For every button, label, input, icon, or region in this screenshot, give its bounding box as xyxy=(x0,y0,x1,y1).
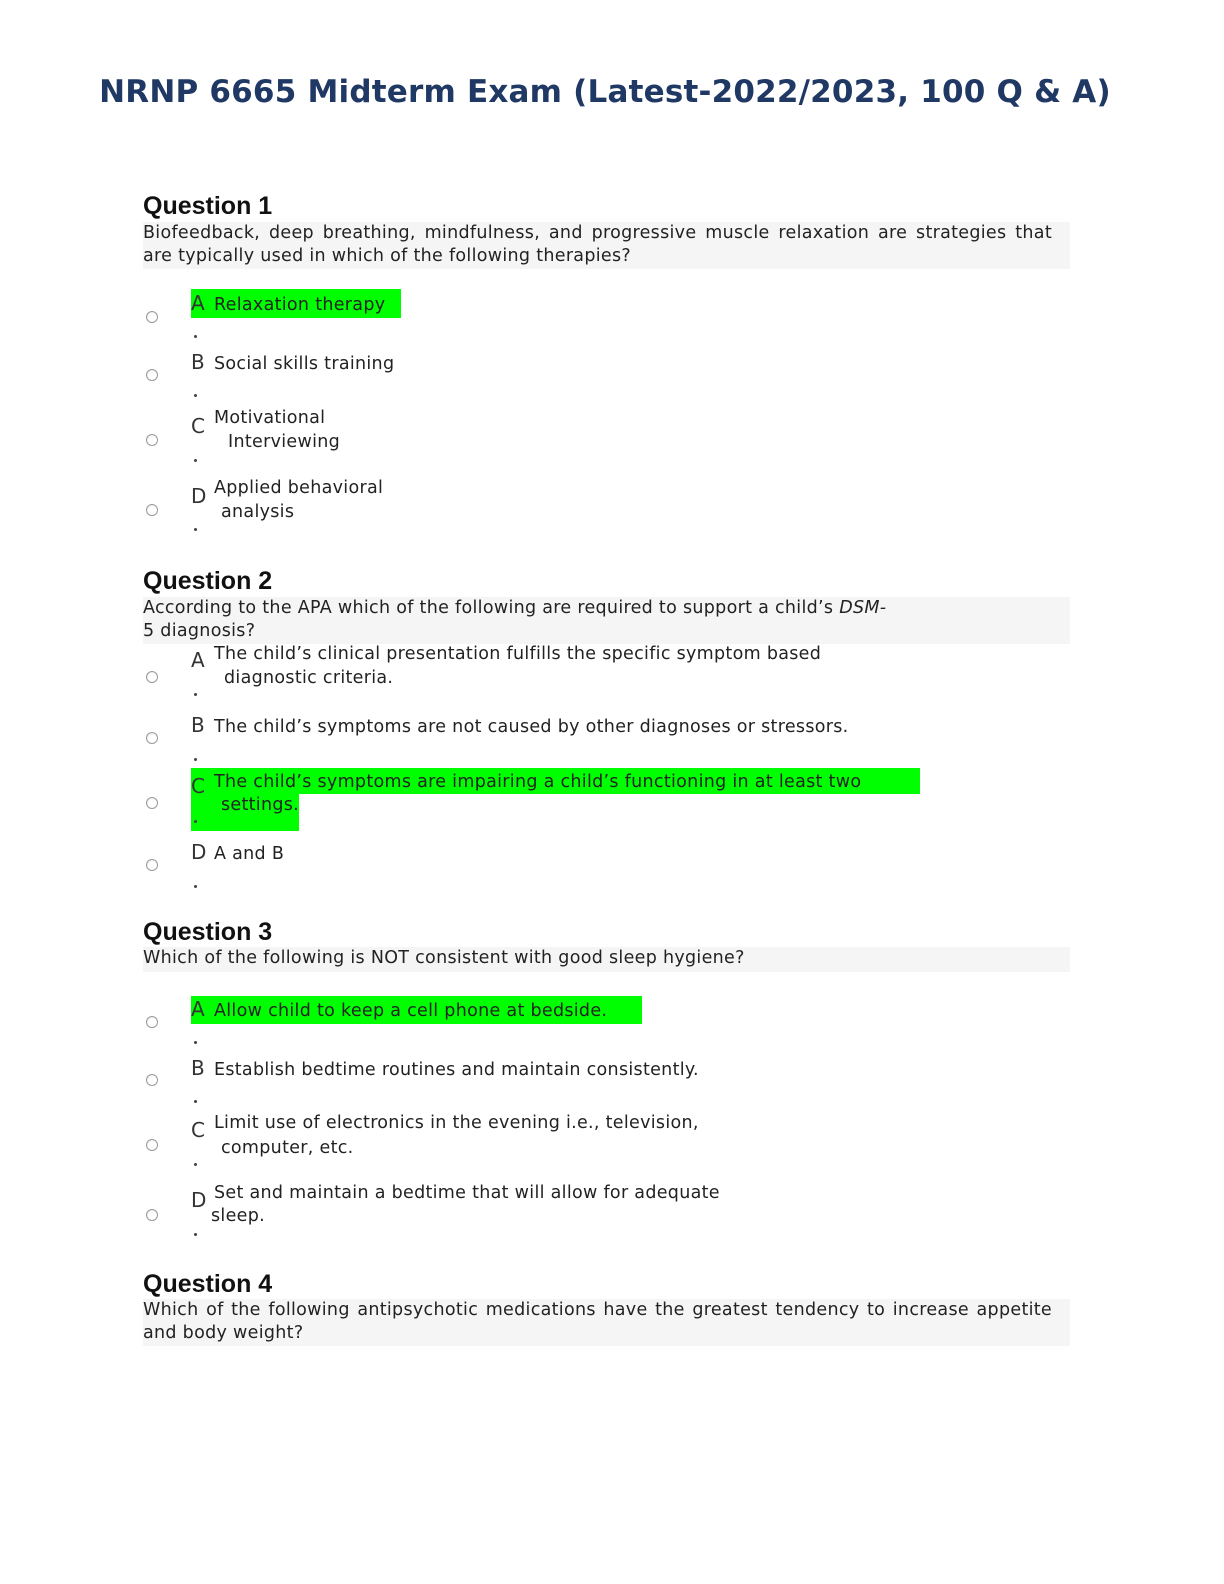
option-text-line2: settings. xyxy=(221,795,300,815)
question-2-text xyxy=(143,597,1070,644)
question-2-heading: Question 2 xyxy=(143,567,273,595)
option-text-line2: Interviewing xyxy=(228,432,341,452)
question-2-text-italic: DSM- xyxy=(839,598,887,618)
question-2-option-b-radio[interactable] xyxy=(146,732,158,744)
option-dot xyxy=(194,1233,197,1236)
option-letter: B xyxy=(191,1056,205,1080)
option-letter: C xyxy=(191,1118,205,1142)
option-dot xyxy=(194,693,197,696)
option-text-line2: sleep. xyxy=(211,1206,265,1226)
question-3-text: Which of the following is NOT consistent with good sleep hygiene? xyxy=(143,947,1070,972)
option-letter: A xyxy=(191,648,205,672)
option-letter: D xyxy=(191,1188,207,1212)
question-4-text: Which of the following antipsychotic medications have the greatest tendency to increase appetite and body weight? xyxy=(143,1299,1070,1346)
option-text-line2: analysis xyxy=(221,502,295,522)
option-dot xyxy=(194,394,197,397)
question-4-heading: Question 4 xyxy=(143,1270,273,1298)
question-3-option-c-radio[interactable] xyxy=(146,1139,158,1151)
option-text: Social skills training xyxy=(214,354,395,374)
question-3-option-a-radio[interactable] xyxy=(146,1016,158,1028)
option-letter: B xyxy=(191,350,205,374)
option-letter: A xyxy=(191,997,205,1021)
option-text: The child’s symptoms are not caused by other diagnoses or stressors. xyxy=(214,717,849,737)
question-1-option-b-radio[interactable] xyxy=(146,369,158,381)
option-letter: D xyxy=(191,484,207,508)
option-dot xyxy=(194,885,197,888)
option-text: Relaxation therapy xyxy=(214,295,386,315)
option-dot xyxy=(194,459,197,462)
question-1-option-d-radio[interactable] xyxy=(146,504,158,516)
question-2-option-d-radio[interactable] xyxy=(146,859,158,871)
option-text: Allow child to keep a cell phone at bedside. xyxy=(214,1001,608,1021)
option-dot xyxy=(194,1041,197,1044)
question-1-text: Biofeedback, deep breathing, mindfulness, and progressive muscle relaxation are strategies that are typically used in which of the following therapies? xyxy=(143,222,1070,269)
option-letter: C xyxy=(191,774,205,798)
option-text-line2: computer, etc. xyxy=(221,1138,354,1158)
option-text: Motivational xyxy=(214,408,326,428)
option-letter: A xyxy=(191,291,205,315)
question-3-heading: Question 3 xyxy=(143,918,273,946)
question-1-option-c-radio[interactable] xyxy=(146,434,158,446)
question-2-text-main: According to the APA which of the following are required to support a child’s xyxy=(143,598,840,618)
question-1-option-a-radio[interactable] xyxy=(146,311,158,323)
question-2-option-c-radio[interactable] xyxy=(146,797,158,809)
option-text: The child’s clinical presentation fulfills the specific symptom based xyxy=(214,644,822,664)
option-text: Set and maintain a bedtime that will allow for adequate xyxy=(214,1183,720,1203)
option-dot xyxy=(194,758,197,761)
option-dot xyxy=(194,1100,197,1103)
question-3-option-d-radio[interactable] xyxy=(146,1209,158,1221)
question-2-text-line2: 5 diagnosis? xyxy=(143,621,256,641)
option-text-line2: diagnostic criteria. xyxy=(224,668,394,688)
option-text: Establish bedtime routines and maintain consistently. xyxy=(214,1060,699,1080)
option-letter: B xyxy=(191,713,205,737)
option-dot xyxy=(194,528,197,531)
option-text: The child’s symptoms are impairing a child’s functioning in at least two xyxy=(214,772,862,792)
option-letter: D xyxy=(191,840,207,864)
question-3-option-b-radio[interactable] xyxy=(146,1074,158,1086)
option-dot xyxy=(194,820,197,823)
option-text: Limit use of electronics in the evening i.e., television, xyxy=(214,1113,699,1133)
option-dot xyxy=(194,335,197,338)
option-dot xyxy=(194,1163,197,1166)
document-title: NRNP 6665 Midterm Exam (Latest-2022/2023, 100 Q & A) xyxy=(99,74,1111,110)
option-letter: C xyxy=(191,414,205,438)
option-text: Applied behavioral xyxy=(214,478,384,498)
question-2-option-a-radio[interactable] xyxy=(146,671,158,683)
option-text: A and B xyxy=(214,844,285,864)
question-1-heading: Question 1 xyxy=(143,192,273,220)
